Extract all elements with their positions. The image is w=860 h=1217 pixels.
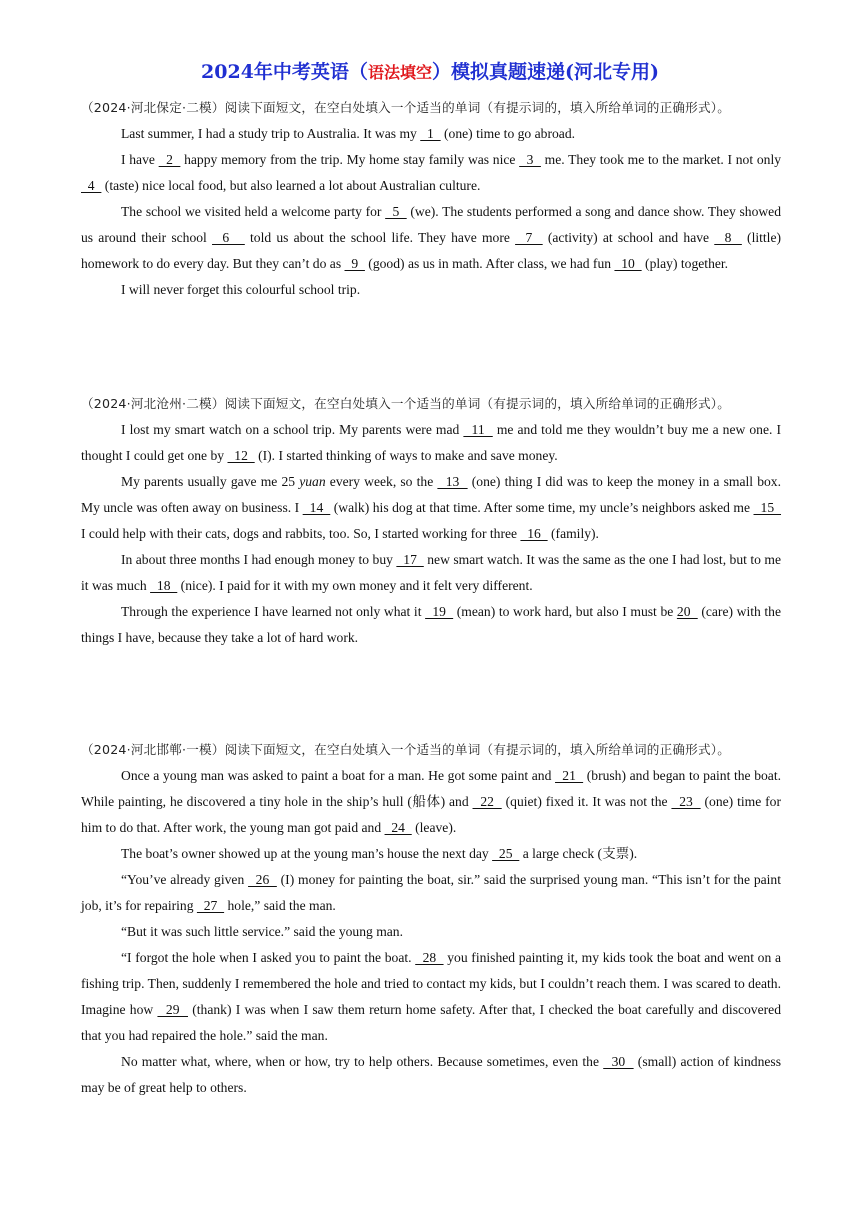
answer-blank: 17 <box>396 552 424 567</box>
answer-blank: 16 <box>520 526 548 541</box>
answer-blank: 24 <box>384 820 412 835</box>
page-title <box>0 58 860 87</box>
answer-blank: 3 <box>519 152 541 167</box>
answer-blank: 26 <box>248 872 277 887</box>
paragraph: My parents usually gave me 25 yuan every week, so the 13 (one) thing I did was to keep the money in a small box. My uncle was often away on business. I 14 (walk) his dog at that time. After some time, my uncle’s neighbors asked me 15 I could help with their cats, dogs and rabbits, too. So, I started working for three 16 (family). <box>81 474 782 541</box>
paragraph: “You’ve already given 26 (I) money for painting the boat, sir.” said the surprised young man. “This isn’t for the paint job, it’s for repairing 27 hole,” said the man. <box>81 872 781 913</box>
title-main-after: ）模拟真题速递(河北专用) <box>431 61 659 83</box>
paragraph: I will never forget this colourful school trip. <box>121 282 361 297</box>
passage-1 <box>81 95 781 303</box>
paragraph: “But it was such little service.” said the young man. <box>121 924 404 939</box>
answer-blank: 25 <box>492 846 520 861</box>
answer-blank: 6 <box>212 230 245 245</box>
passage-body <box>81 121 781 303</box>
answer-blank: 5 <box>385 204 407 219</box>
answer-blank: 29 <box>157 1002 188 1017</box>
italic-term: yuan <box>299 474 326 489</box>
answer-blank: 8 <box>714 230 742 245</box>
answer-blank: 4 <box>81 178 102 193</box>
passage-2 <box>81 391 781 651</box>
paragraph: “I forgot the hole when I asked you to paint the boat. 28 you finished painting it, my kids took the boat and went on a fishing trip. Then, suddenly I remembered the hole and tried to contact my kids, but I couldn’t reach them. I was scared to death. Imagine how 29 (thank) I was when I saw them return home safety. After that, I checked the boat carefully and discovered that you had repaired the hole.” said the man. <box>81 950 781 1043</box>
answer-blank: 22 <box>472 794 502 809</box>
answer-blank: 11 <box>463 422 493 437</box>
passage-3 <box>81 737 781 1101</box>
paragraph: No matter what, where, when or how, try to help others. Because sometimes, even the 30 (small) action of kindness may be of great help to others. <box>81 1054 782 1095</box>
answer-blank: 2 <box>158 152 181 167</box>
passage-body <box>81 417 781 651</box>
answer-blank: 23 <box>671 794 701 809</box>
answer-blank: 10 <box>614 256 642 271</box>
answer-blank: 28 <box>415 950 444 965</box>
answer-blank: 27 <box>196 898 225 913</box>
paragraph: Through the experience I have learned not only what it 19 (mean) to work hard, but also I must be 20 (care) with the things I have, because they take a lot of hard work. <box>81 604 782 645</box>
passage-intro: （2024·河北保定·二模）阅读下面短文，在空白处填入一个适当的单词（有提示词的，填入所给单词的正确形式）。 <box>81 100 731 115</box>
paragraph: Last summer, I had a study trip to Australia. It was my 1 (one) time to go abroad. <box>121 126 576 141</box>
paragraph: The boat’s owner showed up at the young man’s house the next day 25 a large check (支票). <box>121 846 638 861</box>
passage-intro: （2024·河北邯郸·一模）阅读下面短文，在空白处填入一个适当的单词（有提示词的，填入所给单词的正确形式）。 <box>81 742 731 757</box>
answer-blank: 7 <box>515 230 543 245</box>
answer-blank: 20 <box>676 604 698 619</box>
answer-blank: 12 <box>227 448 255 463</box>
answer-blank: 9 <box>344 256 365 271</box>
paragraph: The school we visited held a welcome party for 5 (we). The students performed a song and dance show. They showed us around their school 6 told us about the school life. They have more 7 (activity) at school and have 8 (little) homework to do every day. But they can’t do as 9 (good) as us in math. After class, we had fun 10 (play) together. <box>81 204 782 271</box>
paragraph: Once a young man was asked to paint a boat for a man. He got some paint and 21 (brush) and began to paint the boat. While painting, he discovered a tiny hole in the ship’s hull (船体) and 22 (quiet) fixed it. It was not the 23 (one) time for him to do that. After work, the young man got paid and 24 (leave). <box>81 768 782 835</box>
title-highlight: 语法填空 <box>367 63 432 82</box>
answer-blank: 13 <box>437 474 468 489</box>
answer-blank: 19 <box>425 604 454 619</box>
title-main-before: 2024年中考英语（ <box>201 61 368 83</box>
passage-intro: （2024·河北沧州·二模）阅读下面短文，在空白处填入一个适当的单词（有提示词的，填入所给单词的正确形式）。 <box>81 396 731 411</box>
answer-blank: 14 <box>302 500 331 515</box>
passage-body <box>81 763 781 1101</box>
answer-blank: 30 <box>603 1054 634 1069</box>
answer-blank: 21 <box>555 768 584 783</box>
paragraph: I lost my smart watch on a school trip. My parents were mad 11 me and told me they wouldn’t buy me a new one. I thought I could get one by 12 (I). I started thinking of ways to make and save money. <box>81 422 781 463</box>
answer-blank: 18 <box>150 578 178 593</box>
paragraph: I have 2 happy memory from the trip. My home stay family was nice 3 me. They took me to the market. I not only 4 (taste) nice local food, but also learned a lot about Australian culture. <box>81 152 782 193</box>
answer-blank: 1 <box>420 126 441 141</box>
answer-blank: 15 <box>753 500 782 515</box>
paragraph: In about three months I had enough money to buy 17 new smart watch. It was the same as the one I had lost, but to me it was much 18 (nice). I paid for it with my own money and it felt very different. <box>81 552 781 593</box>
